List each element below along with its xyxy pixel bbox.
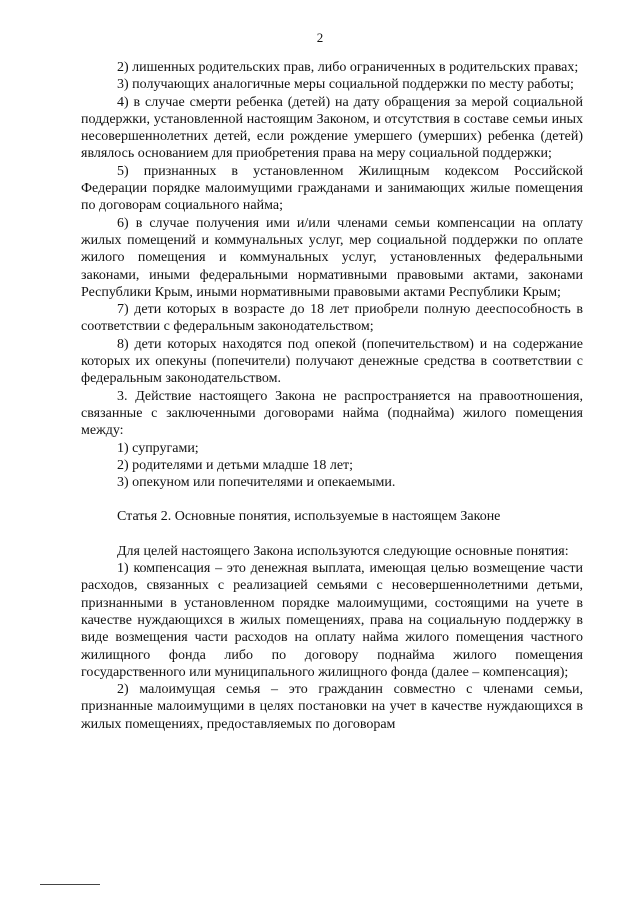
article-2-heading: Статья 2. Основные понятия, используемые в настоящем Законе [117, 509, 501, 525]
list-item-parents: 2) родителями и детьми младше 18 лет; [117, 457, 354, 473]
paragraph-item-8: 8) дети которых находятся под опекой (попечительством) и на содержание которых их опекуны (попечители) получают денежные средства в соответствии с федеральным законодательством. [81, 336, 583, 387]
footer-rule [40, 884, 100, 885]
paragraph-item-4: 4) в случае смерти ребенка (детей) на дату обращения за мерой социальной поддержки, установленной настоящим Законом, и отсутствия в составе семьи иных несовершеннолетних детей, если рождение умершего (умерших) ребенка (детей) являлось основанием для приобретения права на меру социальной поддержки; [81, 94, 583, 162]
paragraph-item-7: 7) дети которых в возрасте до 18 лет приобрели полную дееспособность в соответствии с федеральным законодательством; [81, 302, 583, 335]
list-item-guardians: 3) опекуном или попечителями и опекаемыми. [117, 475, 396, 491]
list-item-spouses: 1) супругами; [117, 440, 199, 456]
paragraph-item-6: 6) в случае получения ими и/или членами семьи компенсации на оплату жилых помещений и коммунальных услуг, мер социальной поддержки по оплате жилого помещения и коммунальных услуг, установленных федеральными законами, иными федеральными нормативными правовыми актами, законами Республики Крым, иными нормативными правовыми актами Республики Крым; [81, 215, 583, 300]
paragraph-definition-low-income-family: 2) малоимущая семья – это гражданин совместно с членами семьи, признанные малоимущими в целях постановки на учет в качестве нуждающихся в жилых помещениях, предоставляемых по договорам [81, 682, 583, 732]
paragraph-item-3: 3) получающих аналогичные меры социальной поддержки по месту работы; [117, 77, 574, 93]
page-number: 2 [316, 30, 324, 45]
paragraph-item-5: 5) признанных в установленном Жилищным кодексом Российской Федерации порядке малоимущими гражданами и занимающих жилые помещения по договорам социального найма; [81, 163, 583, 214]
document-body [81, 59, 583, 733]
paragraph-definition-compensation: 1) компенсация – это денежная выплата, имеющая целью возмещение части расходов, связанных с реализацией семьями с несовершеннолетними детьми, признанными в установленном порядке малоимущими, состоящими на учете в качестве нуждающихся в жилых помещениях, права на социальную поддержку в виде возмещения части расходов на оплату найма жилого помещения частного жилищного фонда либо по договору поднайма жилого помещения государственного или муниципального жилищного фонда (далее – компенсация); [81, 561, 583, 680]
paragraph-item-2: 2) лишенных родительских прав, либо ограниченных в родительских правах; [117, 60, 579, 75]
paragraph-definitions-intro: Для целей настоящего Закона используются следующие основные понятия: [117, 543, 569, 559]
paragraph-section-3: 3. Действие настоящего Закона не распространяется на правоотношения, связанные с заключенными договорами найма (поднайма) жилого помещения между: [81, 388, 583, 439]
